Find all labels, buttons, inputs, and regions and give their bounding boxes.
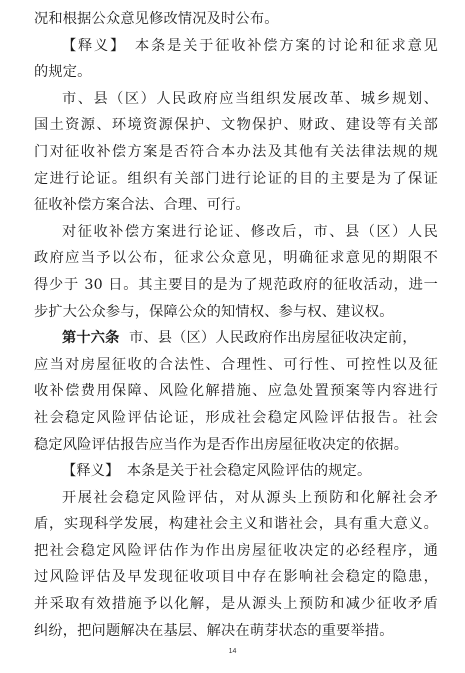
paragraph-line: 步扩大公众参与，保障公众的知情权、参与权、建议权。 (34, 303, 394, 320)
paragraph-line: 开展社会稳定风险评估，对从源头上预防和化解社会矛 (62, 489, 438, 506)
paragraph-line: 收补偿费用保障、风险化解措施、应急处置预案等内容进行 (34, 383, 438, 400)
paragraph-line: 定进行论证。组织有关部门进行论证的目的主要是为了保证 (34, 170, 438, 187)
paragraph-line: 应当对房屋征收的合法性、合理性、可行性、可控性以及征 (34, 356, 438, 373)
paragraph-line: 对征收补偿方案进行论证、修改后，市、县（区）人民 (62, 223, 438, 240)
paragraph-line: 市、县（区）人民政府应当组织发展改革、城乡规划、 (62, 90, 438, 107)
article-text: 市、县（区）人民政府作出房屋征收决定前， (128, 330, 417, 347)
paragraph-line: 国土资源、环境资源保护、文物保护、财政、建设等有关部 (34, 117, 438, 134)
paragraph-line: 门对征收补偿方案是否符合本办法及其他有关法律法规的规 (34, 143, 438, 160)
paragraph-line: 过风险评估及早发现征收项目中存在影响社会稳定的隐患， (34, 569, 438, 586)
paragraph-line: 把社会稳定风险评估作为作出房屋征收决定的必经程序，通 (34, 542, 438, 559)
annotation-heading-line: 【释义】 本条是关于征收补偿方案的讨论和征求意见 (62, 37, 438, 54)
body-text (34, 6, 438, 644)
paragraph-line: 的规定。 (34, 64, 92, 81)
paragraph-line: 得少于 30 日。其主要目的是为了规范政府的征收活动，进一 (34, 276, 438, 293)
paragraph-line: 纠纷，把问题解决在基层、解决在萌芽状态的重要举措。 (34, 622, 394, 639)
paragraph-line: 稳定风险评估报告应当作为是否作出房屋征收决定的依据。 (34, 436, 409, 453)
paragraph-line: 征收补偿方案合法、合理、可行。 (34, 197, 250, 214)
article-line (34, 325, 438, 352)
paragraph-line: 盾，实现科学发展，构建社会主义和谐社会，具有重大意义。 (34, 516, 438, 533)
paragraph-line: 并采取有效措施予以化解，是从源头上预防和减少征收矛盾 (34, 596, 438, 613)
page-number: 14 (228, 648, 237, 655)
article-number: 第十六条 (62, 330, 120, 347)
paragraph-line: 况和根据公众意见修改情况及时公布。 (34, 11, 279, 27)
paragraph-line: 社会稳定风险评估论证，形成社会稳定风险评估报告。社会 (34, 409, 438, 426)
annotation-heading-line: 【释义】 本条是关于社会稳定风险评估的规定。 (62, 463, 372, 480)
paragraph-line: 政府应当予以公布，征求公众意见，明确征求意见的期限不 (34, 250, 438, 267)
